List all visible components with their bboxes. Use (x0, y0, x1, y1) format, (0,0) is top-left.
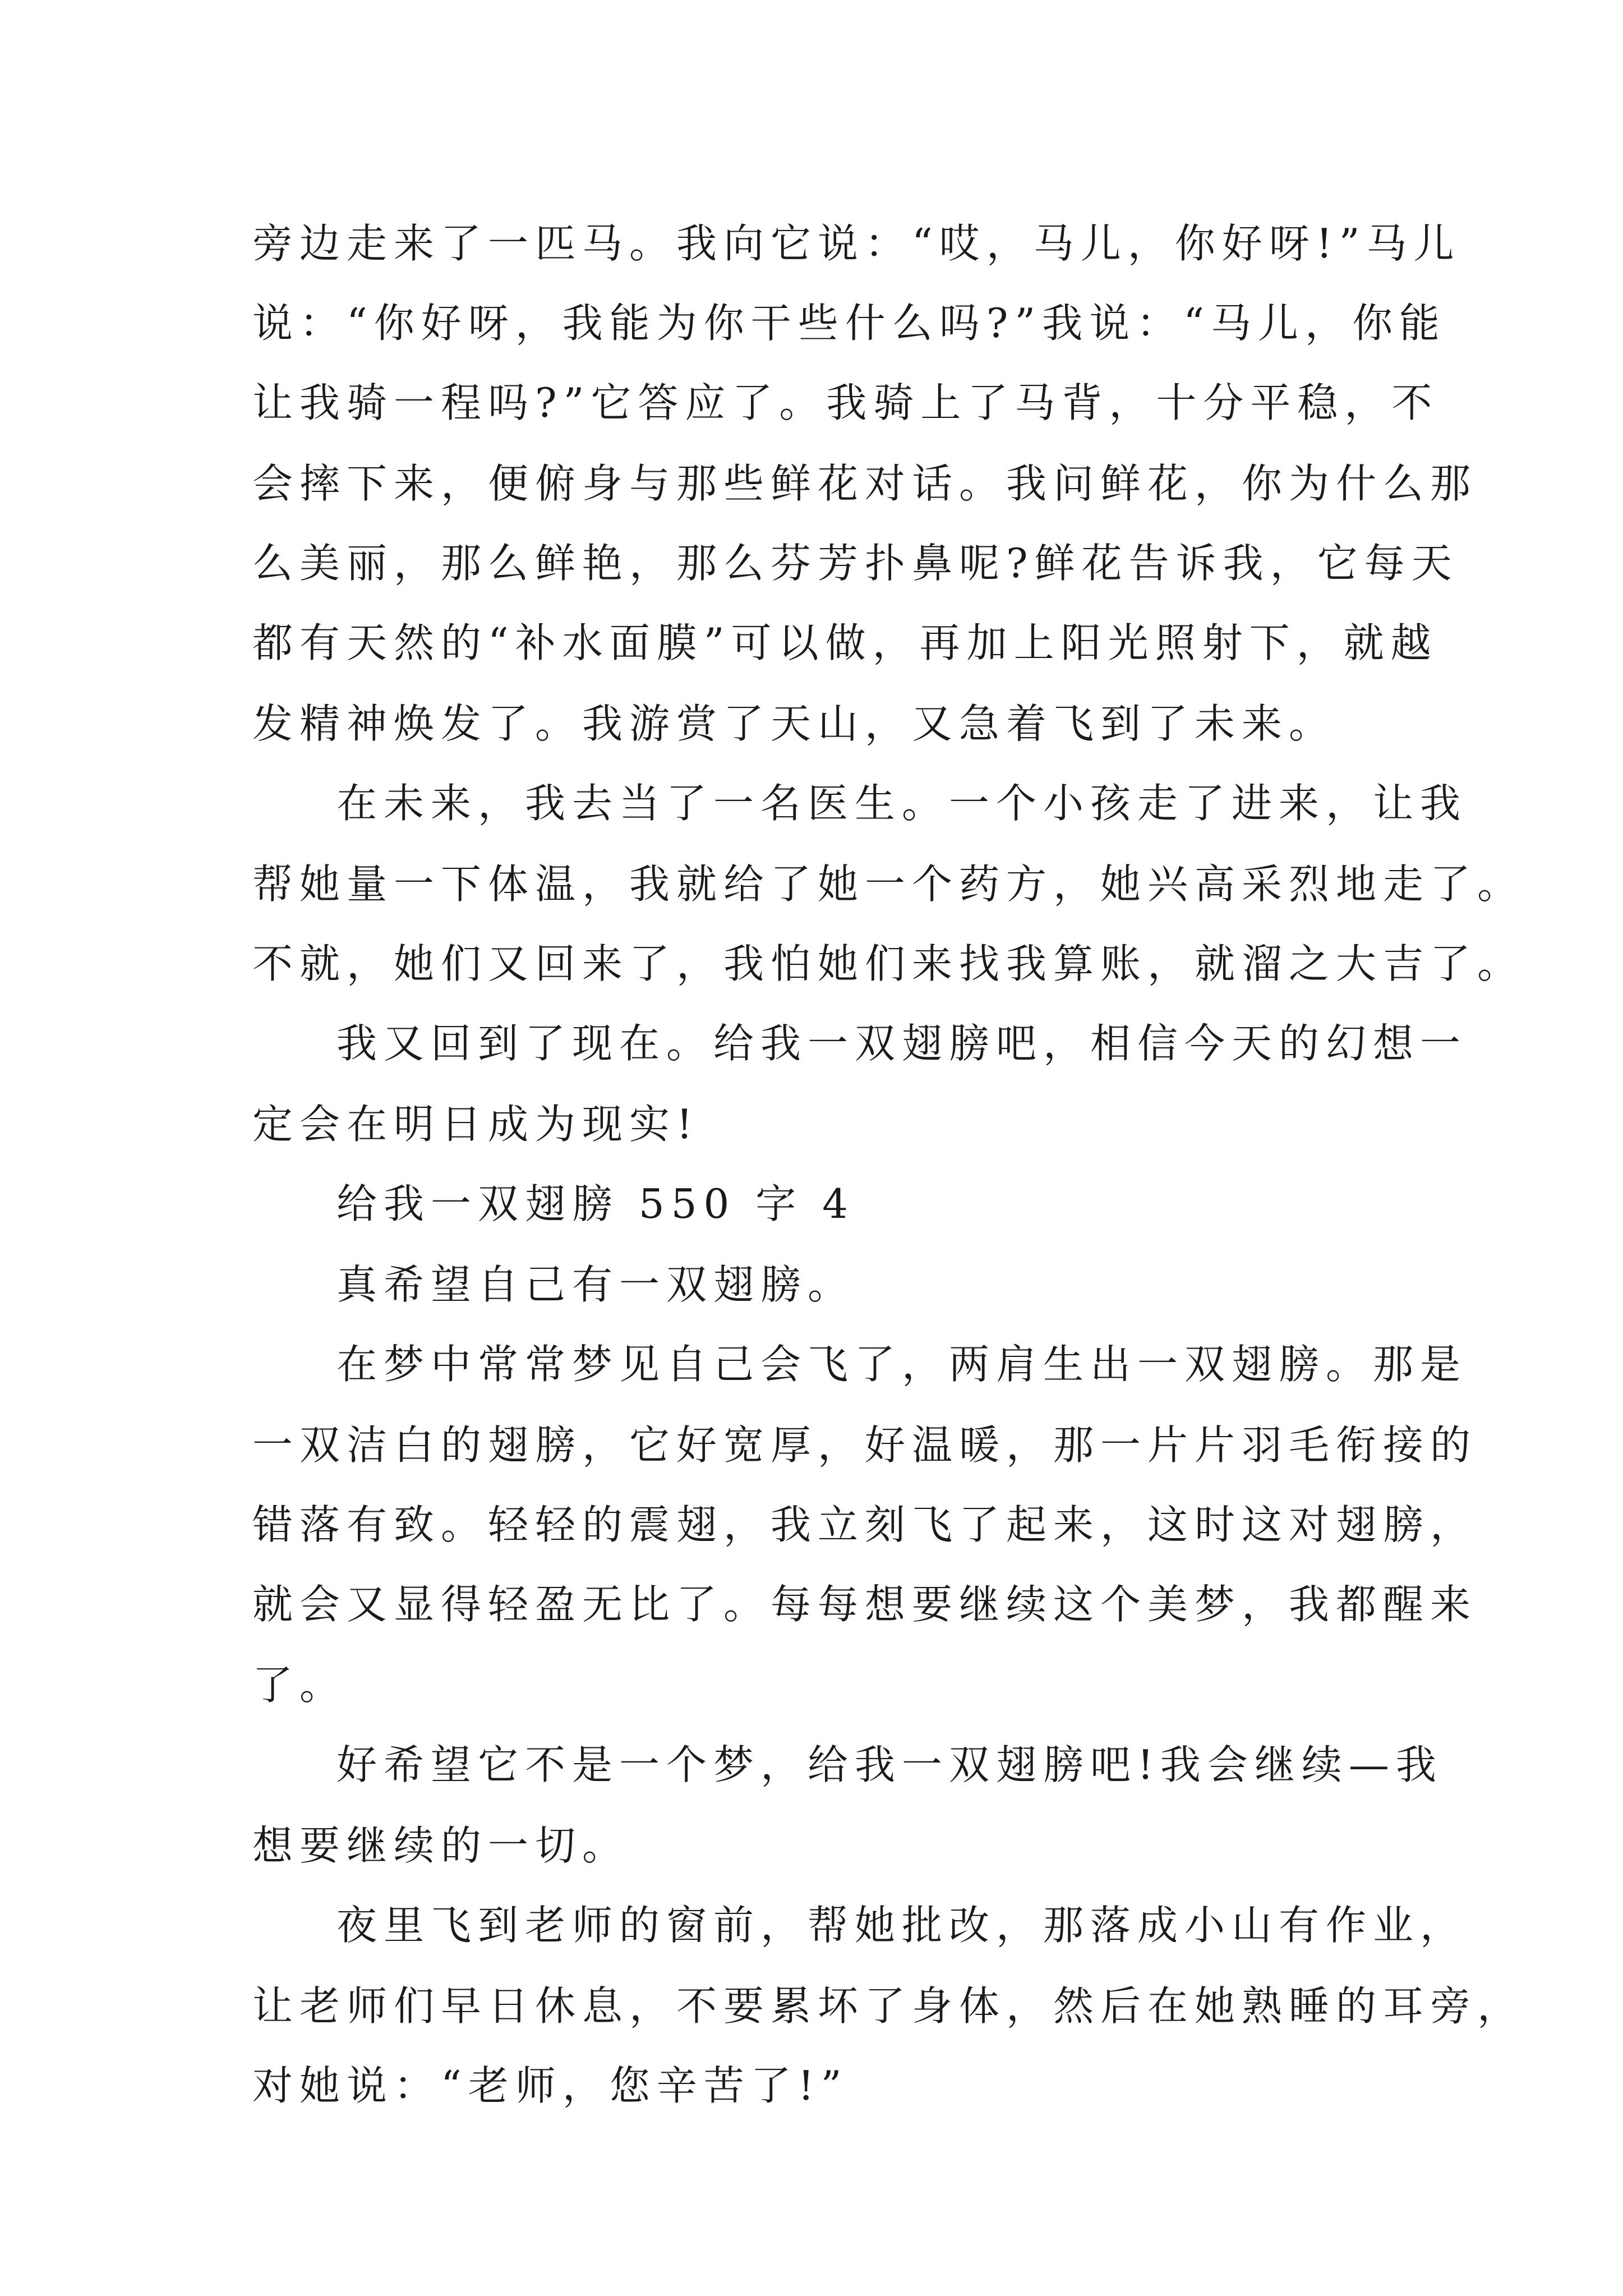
paragraph-start: 我又回到了现在。给我一双翅膀吧，相信今天的幻想一 (336, 1020, 1468, 1067)
text-line: 不就，她们又回来了，我怕她们来找我算账，就溜之大吉了。 (252, 940, 1525, 987)
text-line: 想要继续的一切。 (252, 1822, 630, 1869)
text-line: 么美丽，那么鲜艳，那么芬芳扑鼻呢?鲜花告诉我，它每天 (252, 540, 1459, 587)
text-line: 都有天然的“补水面膜”可以做，再加上阳光照射下，就越 (252, 619, 1438, 666)
paragraph-start: 在梦中常常梦见自己会飞了，两肩生出一双翅膀。那是 (336, 1341, 1468, 1388)
text-line: 定会在明日成为现实! (252, 1101, 699, 1148)
paragraph-start: 真希望自己有一双翅膀。 (336, 1261, 855, 1308)
text-line: 旁边走来了一匹马。我向它说：“哎，马儿，你好呀!”马儿 (252, 220, 1461, 267)
text-line: 一双洁白的翅膀，它好宽厚，好温暖，那一片片羽毛衔接的 (252, 1421, 1478, 1469)
text-line: 对她说：“老师，您辛苦了!” (252, 2062, 849, 2109)
text-line: 帮她量一下体温，我就给了她一个药方，她兴高采烈地走了。 (252, 861, 1525, 908)
text-line: 错落有致。轻轻的震翅，我立刻飞了起来，这时这对翅膀， (252, 1501, 1478, 1548)
text-line: 让我骑一程吗?”它答应了。我骑上了马背，十分平稳，不 (252, 379, 1439, 426)
paragraph-start: 好希望它不是一个梦，给我一双翅膀吧!我会继续—我 (336, 1741, 1443, 1788)
text-line: 会摔下来，便俯身与那些鲜花对话。我问鲜花，你为什么那 (252, 460, 1478, 507)
text-line: 让老师们早日休息，不要累坏了身体，然后在她熟睡的耳旁， (252, 1982, 1525, 2030)
paragraph-start: 在未来，我去当了一名医生。一个小孩走了进来，让我 (336, 780, 1468, 827)
section-heading: 给我一双翅膀 550 字 4 (336, 1180, 855, 1227)
paragraph-start: 夜里飞到老师的窗前，帮她批改，那落成小山有作业， (336, 1902, 1468, 1949)
text-line: 就会又显得轻盈无比了。每每想要继续这个美梦，我都醒来 (252, 1581, 1478, 1628)
text-line: 发精神焕发了。我游赏了天山，又急着飞到了未来。 (252, 700, 1336, 747)
text-line: 了。 (252, 1662, 347, 1709)
text-line: 说：“你好呀，我能为你干些什么吗?”我说：“马儿，你能 (252, 300, 1447, 347)
